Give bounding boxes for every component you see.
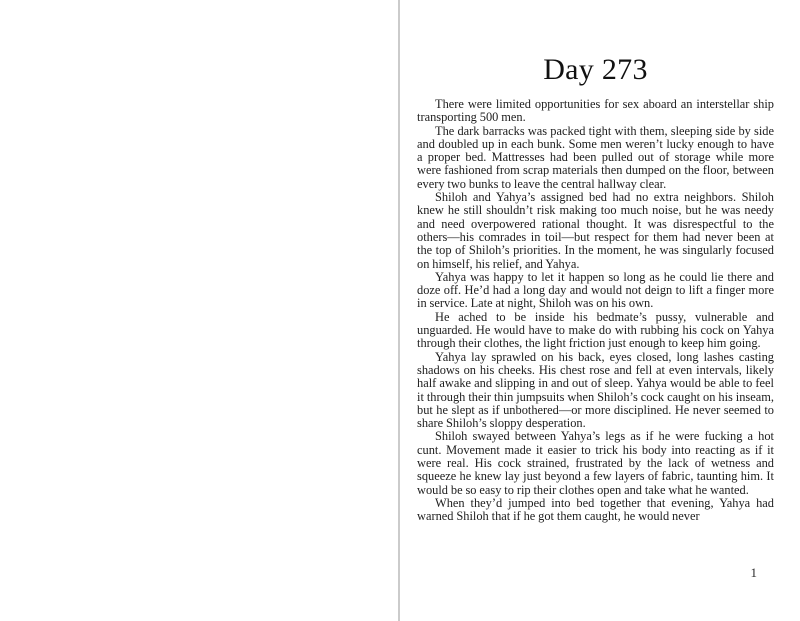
chapter-heading: Day 273 [543, 53, 648, 86]
body-paragraph: When they’d jumped into bed together that evening, Yahya had warned Shiloh that if he got them caught, he would never [417, 495, 774, 524]
page-content [417, 0, 774, 524]
body-paragraph: Yahya was happy to let it happen so long as he could lie there and doze off. He’d had a long day and would not deign to lift a finger more in service. Late at night, Shiloh was on his own. [417, 269, 774, 311]
page-divider [398, 0, 400, 621]
page-number: 1 [750, 565, 757, 580]
chapter-body [417, 98, 774, 524]
body-paragraph: Shiloh swayed between Yahya’s legs as if he were fucking a hot cunt. Movement made it easier to trick his body into reacting as if it were real. His cock strained, frustrated by the lack of wetness and squeeze he knew lay just beyond a few layers of fabric, taunting him. It would be so easy to rip their clothes open and take what he wanted. [417, 429, 774, 497]
body-paragraph: The dark barracks was packed tight with them, sleeping side by side and doubled up in each bunk. Some men weren’t lucky enough to have a proper bed. Mattresses had been pulled out of storage while more were fashioned from scrap materials then dumped on the floor, between every two bunks to leave the central hallway clear. [417, 123, 774, 191]
body-paragraph: Shiloh and Yahya’s assigned bed had no extra neighbors. Shiloh knew he still shouldn’t risk making too much noise, but he was needy and need overpowered rational thought. It was disrespectful to the others—his comrades in toil—but respect for them had never been at the top of Shiloh’s priorities. In the moment, he was singularly focused on himself, his relief, and Yahya. [417, 190, 774, 271]
page-left-blank [0, 0, 398, 621]
page-right [401, 0, 800, 621]
body-paragraph: He ached to be inside his bedmate’s pussy, vulnerable and unguarded. He would have to make do with rubbing his cock on Yahya through their clothes, the light friction just enough to keep him going. [417, 309, 774, 351]
body-paragraph: Yahya lay sprawled on his back, eyes closed, long lashes casting shadows on his cheeks. His chest rose and fell at even intervals, likely half awake and slipping in and out of sleep. Yahya would be able to feel it through their thin jumpsuits when Shiloh’s cock caught on his inseam, but he slept as if unbothered—or more disciplined. He never seemed to share Shiloh’s sloppy desperation. [417, 349, 774, 431]
body-paragraph: There were limited opportunities for sex aboard an interstellar ship transporting 500 men. [417, 97, 774, 125]
